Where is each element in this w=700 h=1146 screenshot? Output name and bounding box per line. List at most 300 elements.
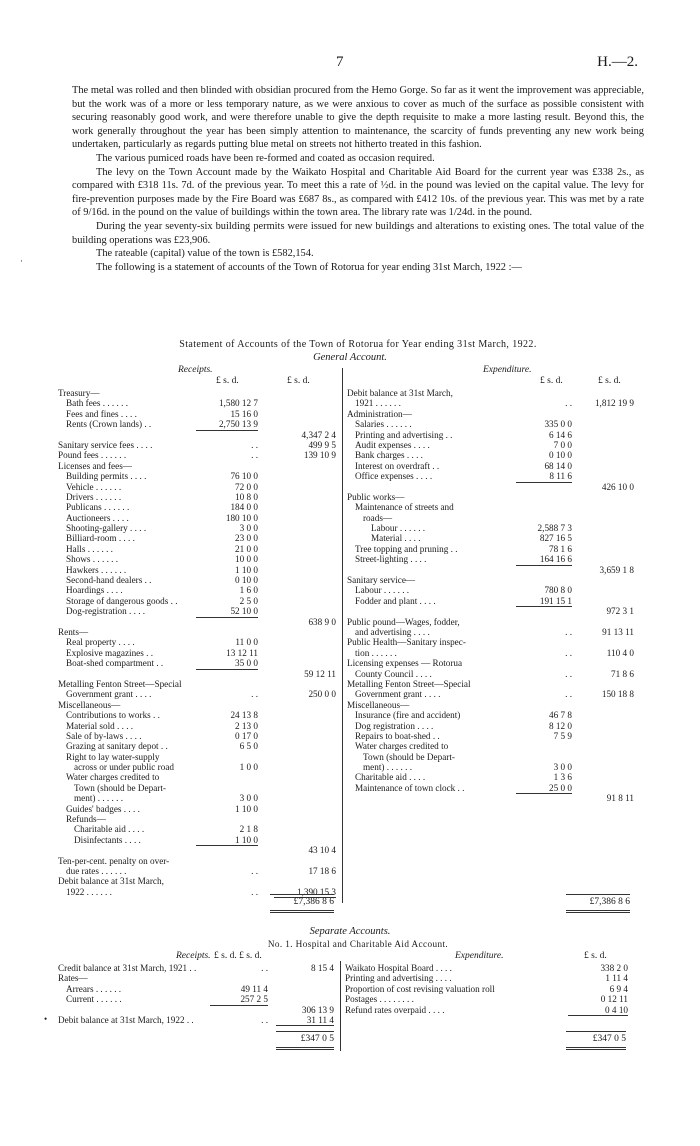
ledger-item-label: Shows . . . . . . [66, 554, 119, 565]
body-paragraph: The levy on the Town Account made by the Waikato Hospital and Charitable Aid Board for the current year was £338 2s., as compared with £318 11s. 7d. of the previous year. To meet this a rate of ½d. in the pound was levied on the capital value. The levy for fire-prevention purposes made by the Fire Board was £687 8s., as compared with £412 10s. of the previous year. This was met by a rate of 9/16d. in the pound on the value of buildings within the town area. The library rate was 1/24d. in the pound. [72, 166, 644, 219]
expenditure-total-rule-bottom-1 [566, 910, 630, 911]
ledger-row [347, 398, 634, 408]
ledger-item-label: Material sold . . . . [66, 720, 134, 731]
ledger-row [345, 1005, 628, 1015]
ledger-row [347, 409, 634, 419]
general-account-title: General Account. [313, 352, 387, 363]
ledger-row [58, 963, 334, 973]
ledger-item-label: Boat-shed compartment . . [66, 658, 164, 669]
hospital-account-title: No. 1. Hospital and Charitable Aid Account. [267, 939, 449, 949]
ledger-item-label: ment) . . . . . . [74, 793, 123, 804]
ledger-row [58, 984, 334, 994]
ledger-item-label: Miscellaneous— [58, 699, 121, 710]
ledger-row [58, 575, 336, 585]
ledger-item-label: Explosive magazines . . [66, 647, 154, 658]
separate-receipts-total-rule-top [276, 1031, 334, 1032]
ledger-row [58, 783, 336, 793]
separate-expenditure-title: Expenditure. [455, 951, 504, 961]
document-reference: H.—2. [597, 54, 638, 70]
ledger-row [58, 710, 336, 720]
ledger-item-label: Audit expenses . . . . [355, 439, 430, 450]
expenditure-lsd-header-a: £ s. d. [540, 376, 563, 386]
ledger-item-amount: 180 10 0 [225, 512, 258, 523]
ledger-row [347, 731, 634, 741]
ledger-row [58, 554, 336, 564]
body-paragraph: During the year seventy-six building permits were issued for new buildings and alterations to existing ones. The total value of the building operations was £23,906. [72, 220, 644, 246]
ledger-row [58, 658, 336, 668]
ledger-item-label: Printing and advertising . . . . [345, 973, 452, 984]
ledger-item-label: Refunds— [66, 814, 106, 825]
ledger-row [58, 845, 336, 855]
ledger-item-amount: 0 10 0 [549, 450, 572, 461]
ledger-item-amount: 68 14 0 [544, 460, 572, 471]
ledger-item-amount: 46 7 8 [549, 710, 572, 721]
ledger-item-amount: 3 0 0 [239, 793, 258, 804]
ledger-row [347, 710, 634, 720]
ledger-row [58, 419, 336, 429]
ledger-item-label: Bath fees . . . . . . [66, 398, 129, 409]
receipts-total-rule-bottom-1 [270, 910, 334, 911]
ledger-subtotal-amount: 31 11 4 [306, 1014, 334, 1025]
ledger-item-amount: 2 5 0 [239, 595, 258, 606]
ledger-item-label: 1921 . . . . . . [355, 398, 401, 409]
ledger-row [58, 565, 336, 575]
ledger-item-amount: 1 11 4 [605, 973, 628, 984]
ledger-item-label: Debit balance at 31st March, [347, 388, 453, 398]
ledger-item-label: ment) . . . . . . [363, 762, 412, 773]
ledger-row [347, 783, 634, 793]
ledger-row [58, 741, 336, 751]
ledger-row [58, 450, 336, 460]
ledger-item-label: Metalling Fenton Street—Special [58, 678, 182, 689]
ledger-item-amount: 1 3 6 [553, 772, 572, 783]
separate-expenditure-total-rule-bottom-2 [566, 1049, 626, 1050]
body-paragraph: The rateable (capital) value of the town is £582,154. [96, 248, 314, 260]
ledger-item-label: Debit balance at 31st March, 1922 . . [58, 1014, 194, 1025]
ledger-item-amount: 6 14 6 [549, 429, 572, 440]
ledger-item-label: Grazing at sanitary depot . . [66, 741, 168, 752]
ledger-item-label: Maintenance of streets and [355, 502, 454, 513]
ledger-item-label: Real property . . . . [66, 637, 135, 648]
ledger-item-amount: 164 16 6 [539, 554, 572, 565]
ledger-row [347, 450, 634, 460]
receipts-total: £7,386 8 6 [293, 897, 334, 907]
ledger-item-label: Repairs to boat-shed . . [355, 730, 440, 741]
margin-bullet-mark: • [44, 1014, 48, 1024]
receipts-lsd-header-a: £ s. d. [216, 376, 239, 386]
ledger-item-label: Labour . . . . . . [355, 585, 410, 596]
ledger-row [347, 658, 634, 668]
ledger-item-amount: 78 1 6 [549, 543, 572, 554]
ledger-item-label: Town (should be Depart- [363, 751, 455, 762]
ledger-item-amount: . . [251, 450, 258, 461]
ledger-item-label: Sanitary service— [347, 575, 416, 586]
ledger-item-label: Miscellaneous— [347, 699, 410, 710]
ledger-item-label: Material . . . . [371, 533, 421, 544]
ledger-item-amount: . . [565, 689, 572, 700]
page-number: 7 [336, 54, 344, 70]
ledger-item-label: Disinfectants . . . . [74, 834, 141, 845]
ledger-row [347, 544, 634, 554]
ledger-row [58, 731, 336, 741]
general-expenditure-table [347, 388, 634, 804]
ledger-item-amount: 10 0 0 [235, 554, 258, 565]
ledger-item-amount: 7 0 0 [553, 439, 572, 450]
ledger-item-label: Debit balance at 31st March, [58, 876, 164, 887]
ledger-row [347, 482, 634, 492]
ledger-row [58, 617, 336, 627]
ledger-row [58, 1005, 334, 1015]
ledger-item-amount: 2,588 7 3 [537, 523, 572, 534]
ledger-row [345, 984, 628, 994]
ledger-item-label: Water charges credited to [355, 741, 449, 752]
column-divider [342, 368, 343, 903]
ledger-row [58, 461, 336, 471]
ledger-subtotal-amount: 4,347 2 4 [301, 429, 336, 440]
ledger-row [347, 627, 634, 637]
ledger-item-amount: 11 0 0 [235, 637, 258, 648]
ledger-item-amount: 191 15 1 [539, 595, 572, 606]
ledger-row [58, 409, 336, 419]
ledger-item-label: Postages . . . . . . . . [345, 994, 414, 1005]
ledger-item-amount: 257 2 5 [240, 994, 268, 1005]
ledger-item-label: Arrears . . . . . . [66, 983, 122, 994]
ledger-item-label: Interest on overdraft . . [355, 460, 440, 471]
ledger-row [347, 419, 634, 429]
ledger-subtotal-amount: 1,812 19 9 [594, 398, 634, 409]
ledger-row [58, 835, 336, 845]
ledger-row [347, 721, 634, 731]
ledger-item-label: Storage of dangerous goods . . [66, 595, 178, 606]
ledger-item-amount: 1 10 0 [235, 834, 258, 845]
ledger-row [58, 887, 336, 897]
ledger-item-label: Fodder and plant . . . . [355, 595, 436, 606]
ledger-item-amount: 335 0 0 [544, 419, 572, 430]
ledger-row [58, 814, 336, 824]
ledger-item-amount: 35 0 0 [235, 658, 258, 669]
expenditure-column-title: Expenditure. [483, 365, 532, 375]
ledger-item-label: tion . . . . . . [355, 647, 397, 658]
separate-receipts-title: Receipts. [176, 951, 211, 961]
receipts-lsd-header-b: £ s. d. [287, 376, 310, 386]
ledger-item-label: Publicans . . . . . . [66, 502, 130, 513]
ledger-item-amount: 2,750 13 9 [218, 419, 258, 430]
ledger-row [347, 596, 634, 606]
ledger-item-label: Insurance (fire and accident) [355, 710, 461, 721]
ledger-item-label: roads— [363, 512, 393, 523]
ledger-subtotal-amount: 8 15 4 [311, 963, 334, 973]
ledger-item-label: Public pound—Wages, fodder, [347, 616, 460, 627]
ledger-item-amount: 6 9 4 [609, 983, 628, 994]
ledger-row [347, 575, 634, 585]
ledger-row [58, 700, 336, 710]
ledger-subtotal-amount: 972 3 1 [606, 606, 634, 617]
receipts-total-rule-top [270, 894, 334, 895]
ledger-item-label: Bank charges . . . . [355, 450, 423, 461]
ledger-row [347, 700, 634, 710]
receipts-column-title: Receipts. [178, 365, 213, 375]
ledger-subtotal-amount: 426 10 0 [601, 481, 634, 492]
receipts-total-rule-bottom-2 [270, 912, 334, 913]
ledger-subtotal-amount: 638 9 0 [308, 616, 336, 627]
ledger-item-label: Hoardings . . . . [66, 585, 123, 596]
ledger-subtotal-amount: 110 4 0 [606, 647, 634, 658]
ledger-rule [276, 1025, 334, 1026]
ledger-row [347, 741, 634, 751]
ledger-row [58, 492, 336, 502]
ledger-item-label: Office expenses . . . . [355, 471, 433, 482]
ledger-item-amount: 8 11 6 [549, 471, 572, 482]
ledger-item-label: Dog-registration . . . . [66, 606, 146, 617]
ledger-row [58, 471, 336, 481]
ledger-item-amount: 10 8 0 [235, 491, 258, 502]
ledger-subtotal-amount: 91 8 11 [606, 793, 634, 804]
ledger-row [347, 513, 634, 523]
ledger-item-label: Halls . . . . . . [66, 543, 113, 554]
ledger-item-label: Credit balance at 31st March, 1921 . . [58, 963, 197, 973]
ledger-row [58, 627, 336, 637]
ledger-row [347, 669, 634, 679]
ledger-item-label: Salaries . . . . . . [355, 419, 412, 430]
separate-expenditure-total: £347 0 5 [592, 1034, 626, 1044]
ledger-item-amount: . . [251, 886, 258, 897]
ledger-item-label: Water charges credited to [66, 772, 160, 783]
ledger-subtotal-amount: 499 9 5 [308, 439, 336, 450]
ledger-row [345, 994, 628, 1004]
ledger-row [347, 637, 634, 647]
ledger-subtotal-amount: 71 8 6 [611, 668, 634, 679]
ledger-item-amount: . . [251, 439, 258, 450]
separate-expenditure-total-rule-top [566, 1031, 626, 1032]
body-paragraph: The following is a statement of accounts of the Town of Rotorua for year ending 31st March, 1922 :— [96, 261, 522, 273]
ledger-row [58, 752, 336, 762]
ledger-item-label: Licenses and fees— [58, 460, 132, 471]
ledger-row [347, 585, 634, 595]
ledger-subtotal-amount: 250 0 0 [308, 689, 336, 700]
ledger-row [347, 388, 634, 398]
ledger-subtotal-amount: 17 18 6 [308, 865, 336, 876]
ledger-row [58, 440, 336, 450]
ledger-row [58, 1015, 334, 1025]
ledger-row [347, 752, 634, 762]
body-paragraph: The metal was rolled and then blinded with obsidian procured from the Hemo Gorge. So far as it went the improvement was appreciable, but the work was of a more or less temporary nature, as we were anxious to cover as much of the surface as possible consistent with securing reasonably good work, and were therefore unable to give the depth requisite to make a more lasting result. Beyond this, the work generally throughout the year has been simply attention to maintenance, the scarcity of funds preventing any new work being undertaken, particularly as regards putting blue metal on streets not hitherto treated in this fashion. [72, 85, 644, 151]
ledger-row [58, 398, 336, 408]
ledger-row [58, 973, 334, 983]
ledger-row [347, 606, 634, 616]
ledger-row [347, 554, 634, 564]
separate-expenditure-lsd-header: £ s. d. [584, 951, 607, 961]
ledger-item-amount: . . [261, 1014, 268, 1025]
ledger-row [58, 606, 336, 616]
ledger-item-label: Public Health—Sanitary inspec- [347, 637, 466, 648]
ledger-item-amount: 6 5 0 [239, 741, 258, 752]
ledger-subtotal-amount: 43 10 4 [308, 845, 336, 856]
ledger-item-label: Administration— [347, 408, 412, 419]
ledger-item-amount: 13 12 11 [226, 647, 258, 658]
ledger-subtotal-amount: 139 10 9 [303, 450, 336, 461]
ledger-row [347, 793, 634, 803]
ledger-item-label: Drivers . . . . . . [66, 491, 122, 502]
ledger-row [58, 804, 336, 814]
ledger-item-amount: 52 10 0 [230, 606, 258, 617]
ledger-item-label: Government grant . . . . [355, 689, 441, 700]
ledger-item-amount: . . [251, 689, 258, 700]
ledger-item-amount: 827 16 5 [539, 533, 572, 544]
ledger-row [347, 430, 634, 440]
ledger-row [58, 482, 336, 492]
ledger-item-label: Charitable aid . . . . [74, 824, 145, 835]
ledger-item-label: and advertising . . . . [355, 626, 430, 637]
ledger-item-label: Rents (Crown lands) . . [66, 419, 152, 430]
ledger-item-amount: 7 5 9 [553, 730, 572, 741]
ledger-item-label: Hawkers . . . . . . [66, 564, 127, 575]
separate-receipts-total: £347 0 5 [300, 1034, 334, 1044]
ledger-row [58, 762, 336, 772]
ledger-item-label: Street-lighting . . . . [355, 554, 427, 565]
ledger-item-amount: 0 17 0 [235, 730, 258, 741]
expenditure-total-rule-top [566, 894, 630, 895]
ledger-item-label: Treasury— [58, 388, 100, 398]
ledger-row [345, 973, 628, 983]
ledger-item-amount: 2 13 0 [235, 720, 258, 731]
ledger-item-label: Pound fees . . . . . . [58, 450, 127, 461]
ledger-row [347, 565, 634, 575]
ledger-item-label: Licensing expenses — Rotorua [347, 658, 463, 669]
ledger-item-label: Waikato Hospital Board . . . . [345, 963, 452, 973]
ledger-item-label: Current . . . . . . [66, 994, 122, 1005]
ledger-item-amount: 780 8 0 [544, 585, 572, 596]
ledger-item-label: Charitable aid . . . . [355, 772, 426, 783]
ledger-item-amount: . . [251, 865, 258, 876]
ledger-item-label: Sale of by-laws . . . . [66, 730, 142, 741]
ledger-subtotal-amount: 306 13 9 [301, 1004, 334, 1015]
ledger-row [58, 513, 336, 523]
ledger-row [58, 824, 336, 834]
ledger-row [58, 533, 336, 543]
expenditure-total-rule-bottom-2 [566, 912, 630, 913]
ledger-item-label: Government grant . . . . [66, 689, 152, 700]
ledger-item-label: Ten-per-cent. penalty on over- [58, 855, 170, 866]
ledger-item-amount: 3 0 0 [239, 523, 258, 534]
ledger-item-amount: . . [261, 963, 268, 973]
separate-column-divider [340, 961, 341, 1051]
ledger-item-amount: 3 0 0 [553, 762, 572, 773]
ledger-item-label: Proportion of cost revising valuation roll [345, 983, 495, 994]
ledger-item-amount: . . [565, 668, 572, 679]
ledger-item-label: Printing and advertising . . [355, 429, 453, 440]
separate-expenditure-total-rule-bottom-1 [566, 1047, 626, 1048]
ledger-row [347, 689, 634, 699]
body-paragraph: The various pumiced roads have been re-formed and coated as occasion required. [96, 152, 435, 164]
ledger-row [58, 388, 336, 398]
ledger-item-amount: 24 13 8 [230, 710, 258, 721]
ledger-item-amount: 72 0 0 [235, 481, 258, 492]
ledger-item-amount: 25 0 0 [549, 782, 572, 793]
ledger-item-amount: 338 2 0 [600, 963, 628, 973]
ledger-item-label: Guides' badges . . . . [66, 803, 140, 814]
ledger-row [347, 492, 634, 502]
ledger-item-amount: 23 0 0 [235, 533, 258, 544]
ledger-item-label: County Council . . . . [355, 668, 432, 679]
ledger-row [58, 648, 336, 658]
ledger-subtotal-amount: 150 18 8 [601, 689, 634, 700]
ledger-item-amount: 0 4 10 [605, 1004, 628, 1015]
ledger-row [347, 772, 634, 782]
ledger-row [58, 637, 336, 647]
ledger-row [58, 793, 336, 803]
ledger-row [347, 648, 634, 658]
ledger-item-label: Vehicle . . . . . . [66, 481, 122, 492]
margin-dot-mark: · [20, 256, 23, 266]
ledger-item-label: Maintenance of town clock . . [355, 782, 465, 793]
ledger-item-label: Right to lay water-supply [66, 751, 160, 762]
ledger-row [347, 502, 634, 512]
ledger-item-amount: 0 12 11 [600, 994, 628, 1005]
ledger-row [347, 679, 634, 689]
ledger-subtotal-amount: 3,659 1 8 [599, 564, 634, 575]
ledger-row [58, 523, 336, 533]
ledger-item-label: Shooting-gallery . . . . [66, 523, 147, 534]
ledger-item-label: Dog registration . . . . [355, 720, 434, 731]
ledger-item-label: Building permits . . . . [66, 471, 147, 482]
ledger-row [58, 544, 336, 554]
ledger-row [58, 689, 336, 699]
ledger-item-label: Contributions to works . . [66, 710, 160, 721]
ledger-item-amount: 1 0 0 [239, 762, 258, 773]
ledger-item-amount: 0 10 0 [235, 575, 258, 586]
ledger-item-amount: 1,580 12 7 [218, 398, 258, 409]
separate-receipts-total-rule-bottom-2 [276, 1049, 334, 1050]
ledger-item-amount: 49 11 4 [240, 983, 268, 994]
separate-receipts-table [58, 963, 334, 1025]
expenditure-lsd-header-b: £ s. d. [598, 376, 621, 386]
ledger-item-amount: . . [565, 626, 572, 637]
ledger-item-label: Metalling Fenton Street—Special [347, 678, 471, 689]
ledger-item-label: Labour . . . . . . [371, 523, 426, 534]
expenditure-total: £7,386 8 6 [589, 897, 630, 907]
ledger-subtotal-amount: 91 13 11 [602, 626, 634, 637]
ledger-row [347, 461, 634, 471]
ledger-rule [568, 1015, 628, 1016]
separate-expenditure-table [345, 963, 628, 1015]
ledger-row [58, 669, 336, 679]
ledger-row [347, 617, 634, 627]
ledger-item-label: Town (should be Depart- [74, 782, 166, 793]
ledger-item-label: Tree topping and pruning . . [355, 543, 458, 554]
ledger-row [347, 523, 634, 533]
ledger-item-amount: 1 10 0 [235, 803, 258, 814]
ledger-item-amount: 8 12 0 [549, 720, 572, 731]
ledger-row [58, 856, 336, 866]
ledger-item-label: Public works— [347, 491, 405, 502]
ledger-item-label: 1922 . . . . . . [66, 886, 112, 897]
ledger-item-label: due rates . . . . . . [66, 865, 127, 876]
ledger-row [58, 866, 336, 876]
ledger-row [347, 440, 634, 450]
ledger-item-amount: 15 16 0 [230, 408, 258, 419]
ledger-row [58, 994, 334, 1004]
ledger-item-label: Rates— [58, 973, 88, 984]
ledger-row [347, 762, 634, 772]
ledger-row [58, 679, 336, 689]
ledger-row [58, 876, 336, 886]
ledger-item-label: Rents— [58, 626, 89, 637]
ledger-item-amount: 184 0 0 [230, 502, 258, 513]
ledger-subtotal-amount: 59 12 11 [304, 668, 336, 679]
ledger-item-amount: . . [565, 647, 572, 658]
general-receipts-table [58, 388, 336, 897]
ledger-item-label: Second-hand dealers . . [66, 575, 152, 586]
